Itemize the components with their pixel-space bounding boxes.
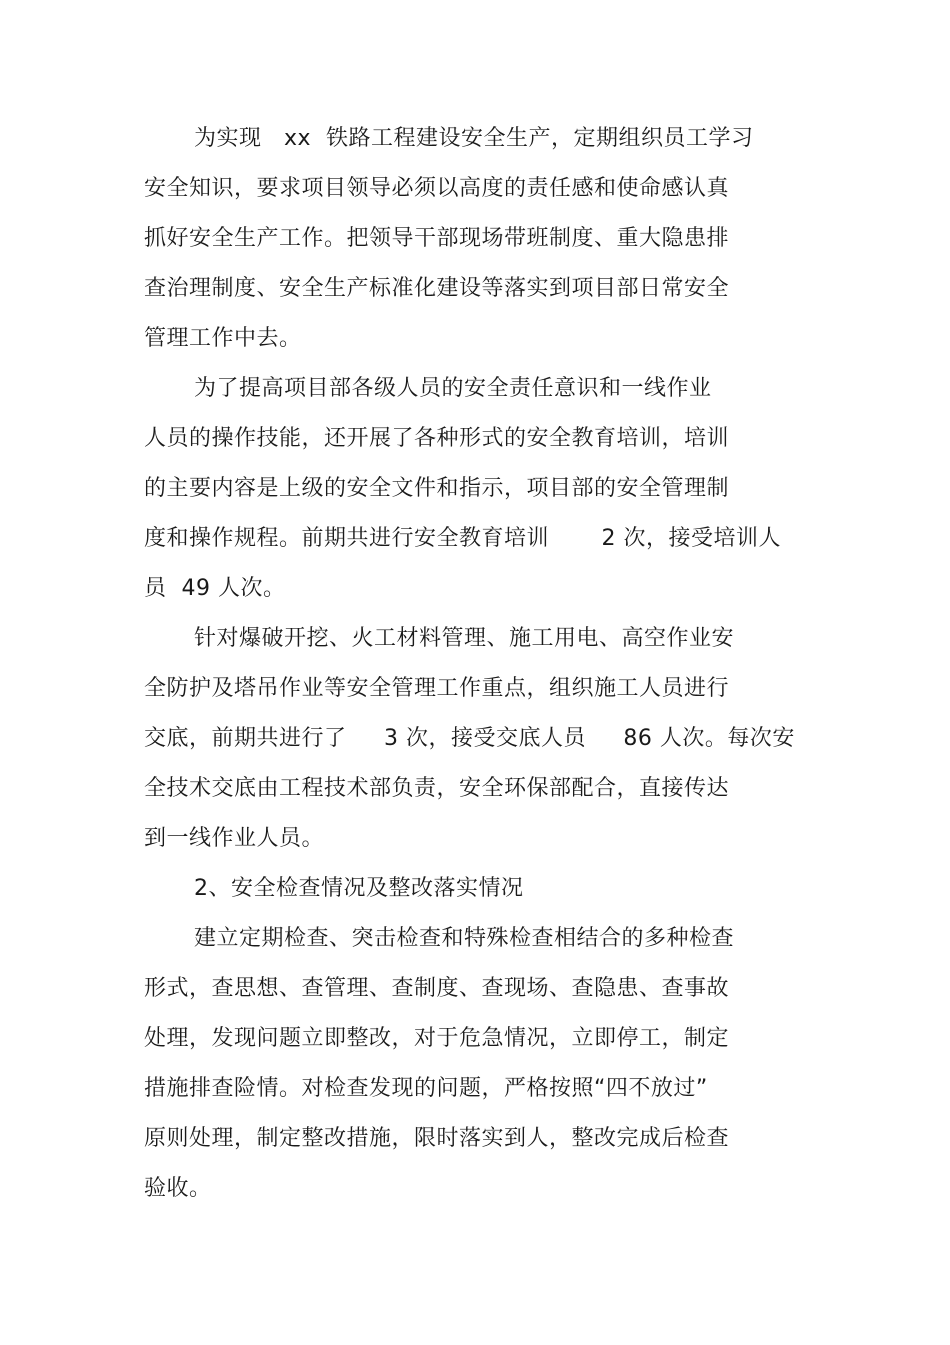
paragraph-1-line-1: 为实现 xx 铁路工程建设安全生产，定期组织员工学习 [194,126,754,151]
paragraph-2-line-4: 度和操作规程。前期共进行安全教育培训 2 次，接受培训人 [144,526,781,551]
paragraph-4-line-1: 建立定期检查、突击检查和特殊检查相结合的多种检查 [194,926,735,951]
paragraph-1-line-4: 查治理制度、安全生产标准化建设等落实到项目部日常安全 [144,276,730,301]
paragraph-4-line-5: 原则处理，制定整改措施，限时落实到人，整改完成后检查 [144,1126,730,1151]
paragraph-2-line-3: 的主要内容是上级的安全文件和指示，项目部的安全管理制 [144,476,730,501]
paragraph-1-line-3: 抓好安全生产工作。把领导干部现场带班制度、重大隐患排 [144,226,730,251]
paragraph-1-line-2: 安全知识，要求项目领导必须以高度的责任感和使命感认真 [144,176,730,201]
paragraph-2-line-2: 人员的操作技能，还开展了各种形式的安全教育培训，培训 [144,426,730,451]
paragraph-2-line-5: 员 49 人次。 [144,576,286,601]
paragraph-2-line-1: 为了提高项目部各级人员的安全责任意识和一线作业 [194,376,712,401]
paragraph-3-line-4: 全技术交底由工程技术部负责，安全环保部配合，直接传达 [144,776,730,801]
section-heading: 2、安全检查情况及整改落实情况 [194,876,524,901]
paragraph-3-line-2: 全防护及塔吊作业等安全管理工作重点，组织施工人员进行 [144,676,730,701]
paragraph-1-line-5: 管理工作中去。 [144,326,302,351]
paragraph-3-line-5: 到一线作业人员。 [144,826,325,851]
paragraph-3-line-1: 针对爆破开挖、火工材料管理、施工用电、高空作业安 [194,626,735,651]
paragraph-4-line-6: 验收。 [144,1176,212,1201]
paragraph-4-line-3: 处理，发现问题立即整改，对于危急情况，立即停工，制定 [144,1026,730,1051]
paragraph-4-line-4: 措施排查险情。对检查发现的问题，严格按照“四不放过” [144,1076,708,1101]
paragraph-3-line-3: 交底，前期共进行了 3 次，接受交底人员 86 人次。每次安 [144,726,795,751]
paragraph-4-line-2: 形式，查思想、查管理、查制度、查现场、查隐患、查事故 [144,976,730,1001]
